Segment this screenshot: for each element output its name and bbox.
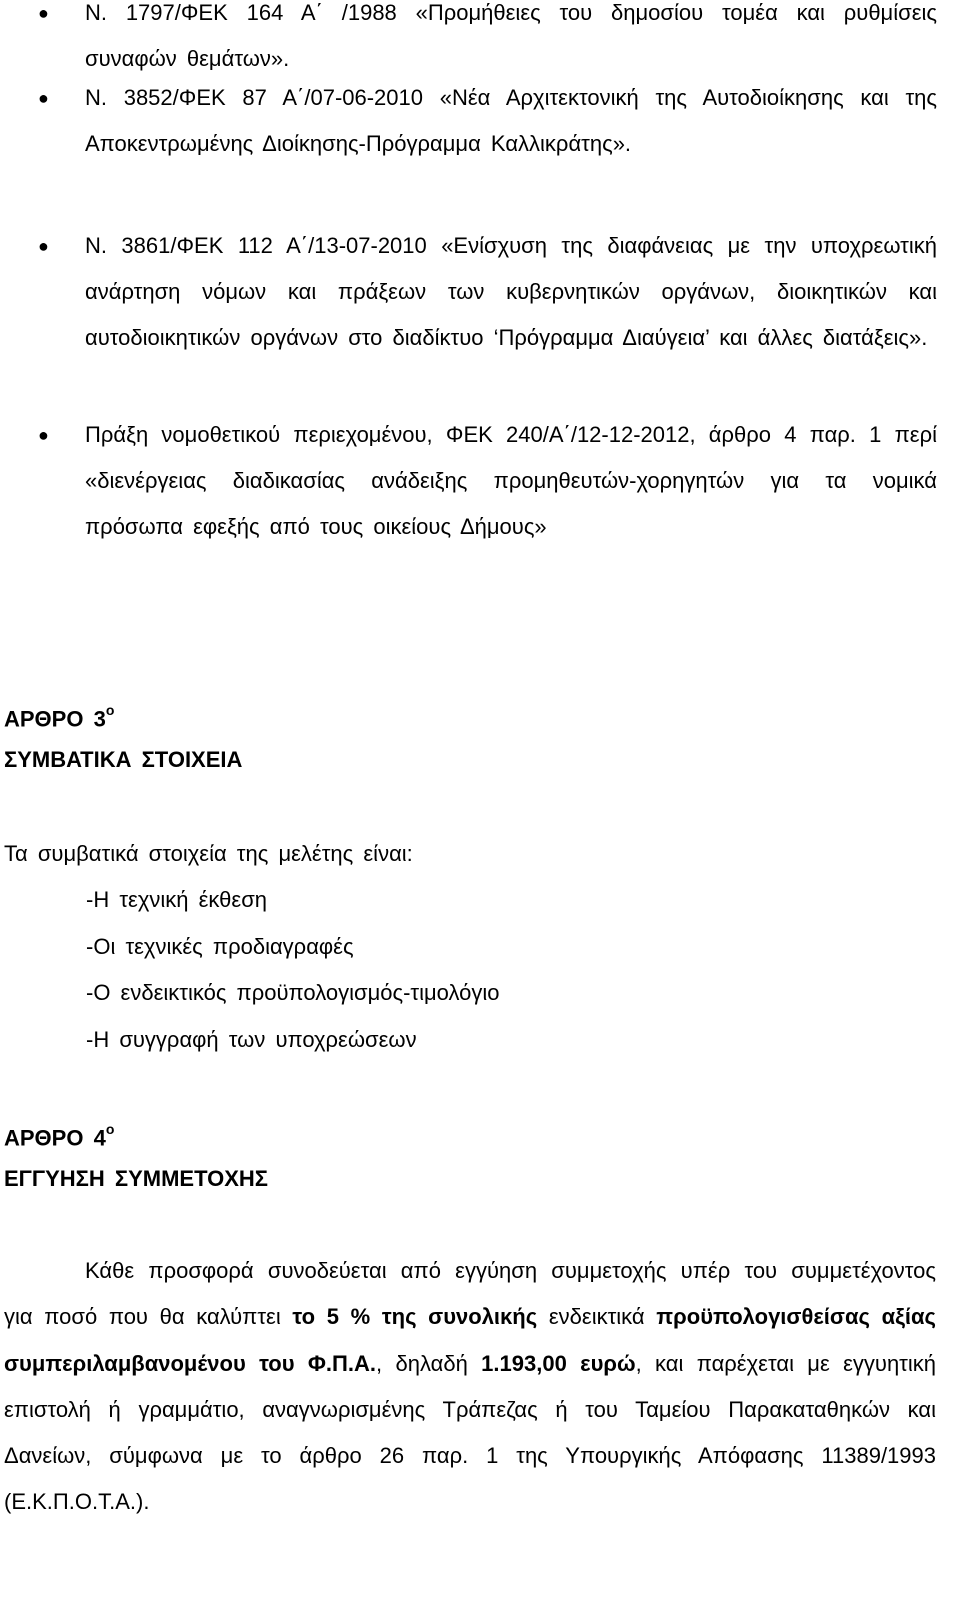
paragraph-bold: το 5 % της συνολικής: [292, 1304, 538, 1330]
article-4-sup: ο: [105, 1121, 115, 1137]
list-item: -Οι τεχνικές προδιαγραφές: [86, 934, 354, 959]
legislation-text: Ν. 3852/ΦΕΚ 87 Α΄/07-06-2010 «Νέα Αρχιτεκτονική της Αυτοδιοίκησης και της Αποκεντρωμένης Διοίκησης-Πρόγραμμα Καλλικράτης».: [85, 85, 937, 156]
article-4-heading: [4, 1117, 114, 1153]
paragraph-text: ενδεικτικά: [537, 1304, 657, 1330]
article-3-label: ΑΡΘΡΟ 3: [4, 706, 106, 732]
bullet-icon: [38, 412, 62, 458]
article-3-title: ΣΥΜΒΑΤΙΚΑ ΣΤΟΙΧΕΙΑ: [4, 747, 243, 772]
article-4-label: ΑΡΘΡΟ 4: [4, 1125, 106, 1151]
legislation-text: Πράξη νομοθετικού περιεχομένου, ΦΕΚ 240/Α΄/12-12-2012, άρθρο 4 παρ. 1 περί «διενέργειας διαδικασίας ανάδειξης προμηθευτών-χορηγητών για τα νομικά πρόσωπα εφεξής από τους οικείους Δήμους»: [85, 422, 937, 539]
paragraph-text: Κάθε προσφορά συνοδεύεται από εγγύηση συμμετοχής υπέρ του συμμετέχοντος για ποσό που θα καλύπτει: [4, 1258, 936, 1330]
legislation-text: Ν. 1797/ΦΕΚ 164 Α΄ /1988 «Προμήθειες του δημοσίου τομέα και ρυθμίσεις συναφών θεμάτων».: [85, 0, 937, 71]
list-item: -Η συγγραφή των υποχρεώσεων: [86, 1027, 417, 1052]
article-3-intro: Τα συμβατικά στοιχεία της μελέτης είναι:: [4, 841, 413, 866]
paragraph-text: , και παρέχεται με εγγυητική επιστολή ή γραμμάτιο, αναγνωρισμένης Τράπεζας ή του Ταμείου Παρακαταθηκών και Δανείων, σύμφωνα με το άρθρο 26 παρ. 1 της Υπουργικής Απόφασης 11389/1993 (Ε.Κ.Π.Ο.Τ.Α.).: [4, 1350, 936, 1515]
bullet-icon: [38, 223, 62, 269]
article-3-heading: [4, 698, 114, 734]
list-item: -Ο ενδεικτικός προϋπολογισμός-τιμολόγιο: [86, 980, 500, 1005]
list-item: [85, 223, 937, 361]
list-item: [85, 0, 937, 82]
list-item: [85, 412, 937, 550]
article-4-paragraph: [4, 1248, 936, 1526]
list-item: -Η τεχνική έκθεση: [86, 887, 268, 912]
bullet-icon: [38, 75, 62, 121]
paragraph-bold: 1.193,00 ευρώ: [481, 1350, 636, 1376]
bullet-icon: [38, 0, 62, 36]
list-item: [85, 75, 937, 167]
paragraph-text: , δηλαδή: [376, 1350, 482, 1376]
legislation-text: Ν. 3861/ΦΕΚ 112 Α΄/13-07-2010 «Ενίσχυση της διαφάνειας με την υποχρεωτική ανάρτηση νόμων και πράξεων των κυβερνητικών οργάνων, διοικητικών και αυτοδιοικητικών οργάνων στο διαδίκτυο ‘Πρόγραμμα Διαύγεια’ και άλλες διατάξεις».: [85, 233, 937, 350]
article-4-title: ΕΓΓΥΗΣΗ ΣΥΜΜΕΤΟΧΗΣ: [4, 1166, 269, 1191]
paragraph-bold: προϋπολογισθείσας αξίας συμπεριλαμβανομένου του Φ.Π.Α.: [4, 1304, 936, 1376]
article-3-sup: ο: [105, 702, 115, 718]
